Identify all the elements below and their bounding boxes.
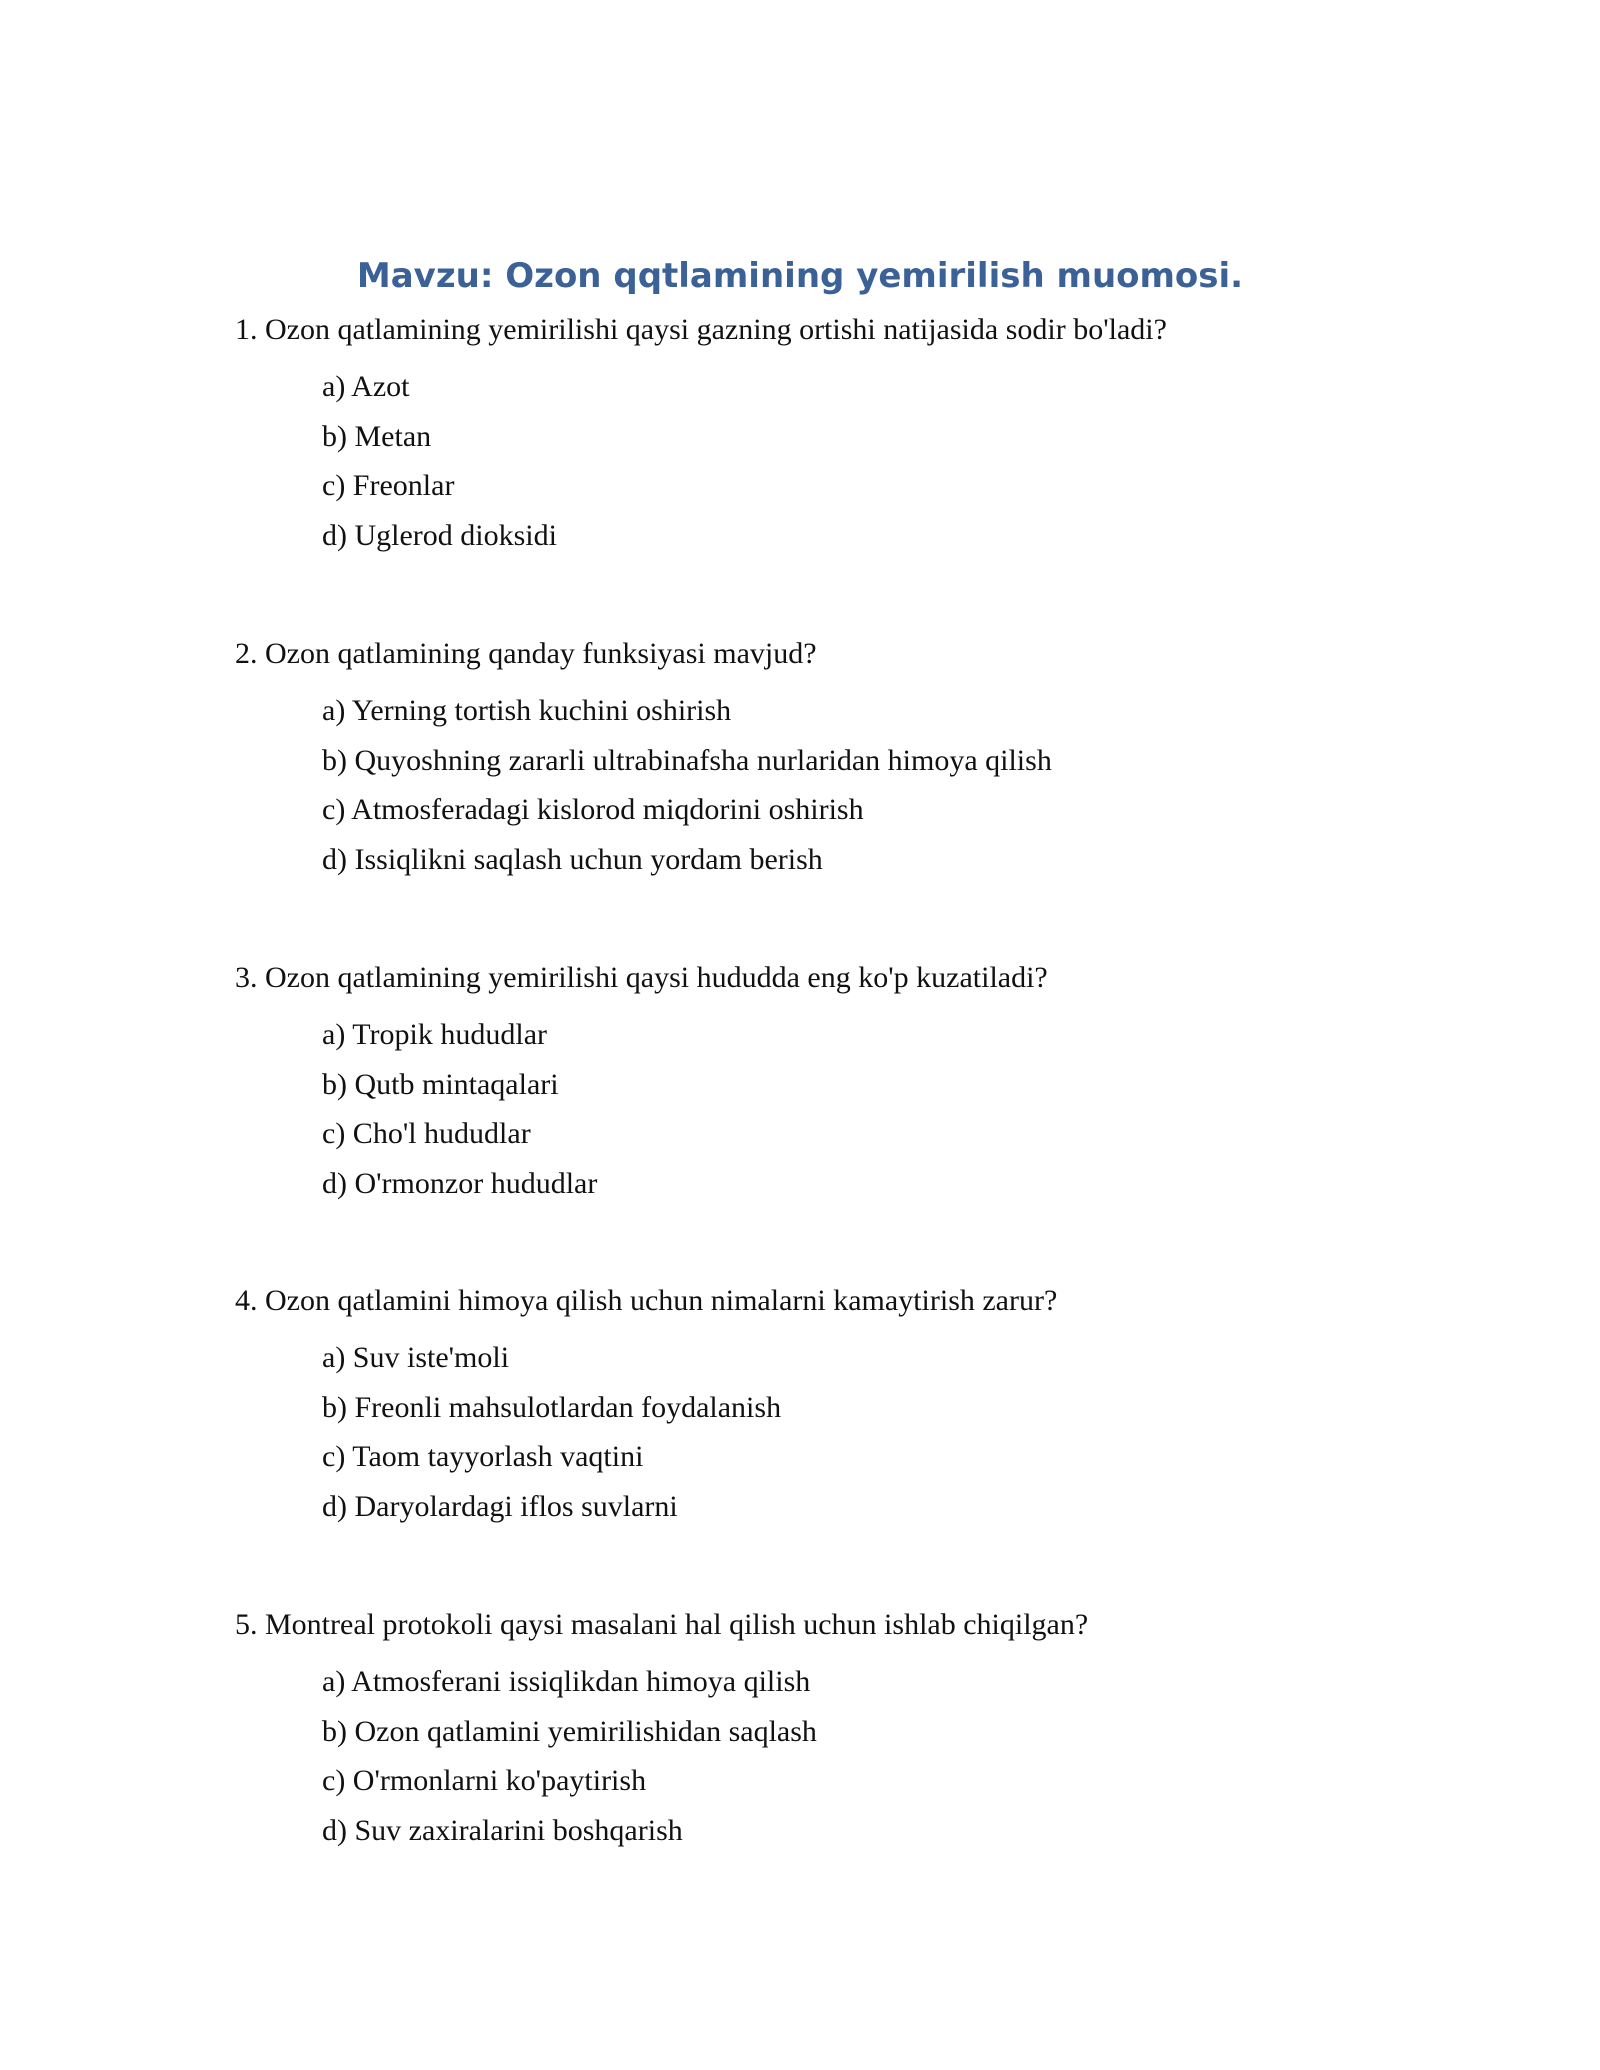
answer-option: b) Metan: [322, 419, 432, 453]
answer-option: a) Azot: [322, 370, 410, 403]
question-text: 5. Montreal protokoli qaysi masalani hal qilish uchun ishlab chiqilgan?: [235, 1608, 1089, 1641]
answer-option: d) Uglerod dioksidi: [322, 518, 557, 552]
question-text: 2. Ozon qatlamining qanday funksiyasi mavjud?: [235, 637, 817, 670]
answer-option: a) Yerning tortish kuchini oshirish: [322, 694, 732, 727]
answer-option: d) Issiqlikni saqlash uchun yordam berish: [322, 842, 823, 876]
answer-options: [322, 1338, 1535, 1536]
answer-option: c) Taom tayyorlash vaqtini: [322, 1440, 644, 1473]
question-text: 1. Ozon qatlamining yemirilishi qaysi gazning ortishi natijasida sodir bo'ladi?: [235, 313, 1167, 346]
answer-option: d) Daryolardagi iflos suvlarni: [322, 1489, 678, 1523]
answer-option: c) O'rmonlarni ko'paytirish: [322, 1764, 647, 1797]
answer-option: b) Ozon qatlamini yemirilishidan saqlash: [322, 1714, 817, 1748]
question-1: [235, 310, 1535, 565]
question-3: [235, 958, 1535, 1213]
answer-option: a) Atmosferani issiqlikdan himoya qilish: [322, 1665, 811, 1698]
answer-option: b) Quyoshning zararli ultrabinafsha nurlaridan himoya qilish: [322, 743, 1052, 777]
answer-option: b) Qutb mintaqalari: [322, 1067, 559, 1101]
answer-option: c) Atmosferadagi kislorod miqdorini oshirish: [322, 793, 864, 826]
answer-option: a) Tropik hududlar: [322, 1018, 547, 1051]
answer-options: [322, 1662, 1535, 1860]
question-5: [235, 1605, 1535, 1860]
question-4: [235, 1281, 1535, 1536]
answer-option: d) Suv zaxiralarini boshqarish: [322, 1813, 683, 1847]
answer-options: [322, 367, 1535, 565]
answer-options: [322, 691, 1535, 889]
question-text: 4. Ozon qatlamini himoya qilish uchun nimalarni kamaytirish zarur?: [235, 1284, 1058, 1317]
document-title: Mavzu: Ozon qqtlamining yemirilish muomosi.: [356, 256, 1244, 296]
answer-option: c) Freonlar: [322, 469, 455, 502]
answer-options: [322, 1015, 1535, 1213]
answer-option: a) Suv iste'moli: [322, 1341, 510, 1374]
answer-option: b) Freonli mahsulotlardan foydalanish: [322, 1390, 782, 1424]
question-text: 3. Ozon qatlamining yemirilishi qaysi hududda eng ko'p kuzatiladi?: [235, 961, 1048, 994]
question-2: [235, 634, 1535, 889]
answer-option: c) Cho'l hududlar: [322, 1117, 531, 1150]
answer-option: d) O'rmonzor hududlar: [322, 1166, 598, 1200]
